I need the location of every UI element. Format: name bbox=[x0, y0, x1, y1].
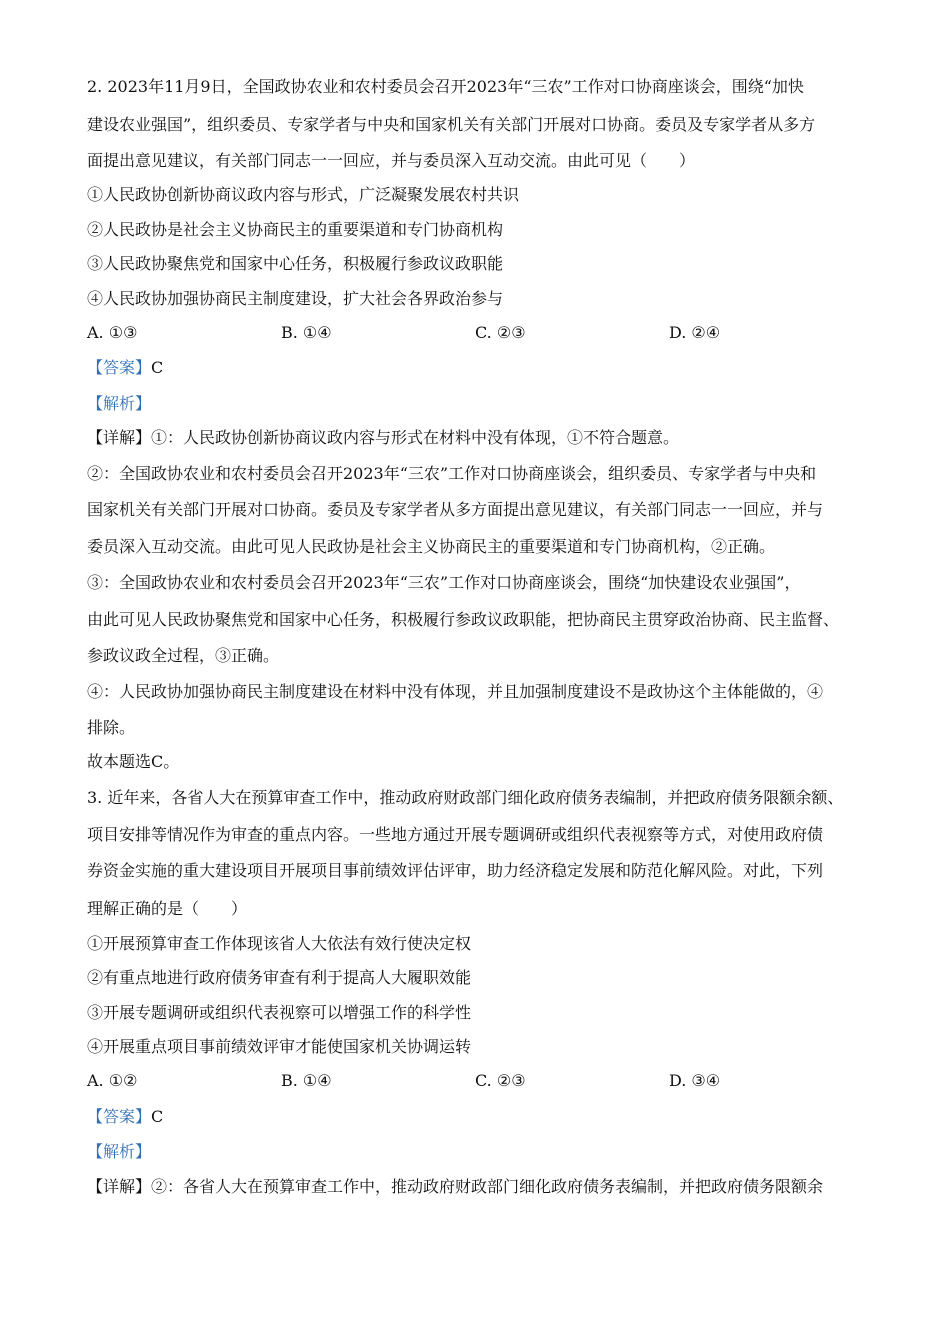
q3-answer bbox=[87, 1107, 163, 1127]
q2-conclusion: 故本题选C。 bbox=[87, 752, 180, 771]
q2-answer bbox=[87, 358, 163, 378]
answer-tag: 【答案】 bbox=[87, 1107, 152, 1126]
q3-stem-line-1: 3. 近年来，各省人大在预算审查工作中，推动政府财政部门细化政府债务表编制，并把政府债务限额余额、 bbox=[87, 788, 844, 807]
q2-detail-line-7: 参政议政全过程，③正确。 bbox=[87, 646, 280, 665]
detail-tag: 【详解】 bbox=[87, 1177, 152, 1196]
q3-statement-4: ④开展重点项目事前绩效评审才能使国家机关协调运转 bbox=[87, 1037, 472, 1056]
answer-value: C bbox=[151, 358, 164, 377]
q3-statement-2: ②有重点地进行政府债务审查有利于提高人大履职效能 bbox=[87, 968, 472, 987]
q2-option-a: A. ①③ bbox=[87, 323, 138, 342]
q2-statement-1: ①人民政协创新协商议政内容与形式，广泛凝聚发展农村共识 bbox=[87, 185, 520, 204]
q2-stem-line-2: 建设农业强国”，组织委员、专家学者与中央和国家机关有关部门开展对口协商。委员及专家学者从多方 bbox=[87, 115, 816, 134]
q2-option-d: D. ②④ bbox=[669, 323, 721, 342]
q3-option-a: A. ①② bbox=[87, 1071, 138, 1090]
q3-stem-line-2: 项目安排等情况作为审查的重点内容。一些地方通过开展专题调研或组织代表视察等方式，对使用政府债 bbox=[87, 825, 824, 844]
analysis-tag: 【解析】 bbox=[87, 1142, 152, 1161]
q2-detail-line-8: ④：人民政协加强协商民主制度建设在材料中没有体现，并且加强制度建设不是政协这个主体能做的，④ bbox=[87, 682, 824, 701]
q2-detail-line-3: 国家机关有关部门开展对口协商。委员及专家学者从多方面提出意见建议，有关部门同志一一回应，并与 bbox=[87, 500, 824, 519]
detail-text: ①：人民政协创新协商议政内容与形式在材料中没有体现，①不符合题意。 bbox=[151, 428, 680, 447]
q3-stem-line-4: 理解正确的是（ ） bbox=[87, 899, 248, 918]
detail-tag: 【详解】 bbox=[87, 428, 152, 447]
analysis-tag: 【解析】 bbox=[87, 394, 152, 413]
q3-statement-1: ①开展预算审查工作体现该省人大依法有效行使决定权 bbox=[87, 934, 472, 953]
q2-option-b: B. ①④ bbox=[281, 323, 332, 342]
q3-option-b: B. ①④ bbox=[281, 1071, 332, 1090]
q2-detail-line-9: 排除。 bbox=[87, 718, 136, 737]
q2-detail-line-6: 由此可见人民政协聚焦党和国家中心任务，积极履行参政议政职能，把协商民主贯穿政治协商、民主监督、 bbox=[87, 610, 840, 629]
q2-detail-line-4: 委员深入互动交流。由此可见人民政协是社会主义协商民主的重要渠道和专门协商机构，②正确。 bbox=[87, 537, 776, 556]
q2-detail-line-2: ②：全国政协农业和农村委员会召开2023年“三农”工作对口协商座谈会，组织委员、专家学者与中央和 bbox=[87, 464, 817, 483]
q2-statement-2: ②人民政协是社会主义协商民主的重要渠道和专门协商机构 bbox=[87, 220, 504, 239]
q3-stem-line-3: 券资金实施的重大建设项目开展项目事前绩效评估评审，助力经济稳定发展和防范化解风险。对此，下列 bbox=[87, 861, 824, 880]
q3-option-c: C. ②③ bbox=[475, 1071, 526, 1090]
q2-stem-line-3: 面提出意见建议，有关部门同志一一回应，并与委员深入互动交流。由此可见（ ） bbox=[87, 151, 696, 170]
q3-analysis bbox=[87, 1142, 151, 1162]
detail-text: ②：各省人大在预算审查工作中，推动政府财政部门细化政府债务表编制，并把政府债务限额余 bbox=[151, 1177, 824, 1196]
q2-analysis bbox=[87, 394, 151, 414]
q2-statement-3: ③人民政协聚焦党和国家中心任务，积极履行参政议政职能 bbox=[87, 254, 504, 273]
q3-detail-line-1 bbox=[87, 1177, 823, 1197]
q3-option-d: D. ③④ bbox=[669, 1071, 721, 1090]
q2-option-c: C. ②③ bbox=[475, 323, 526, 342]
q2-detail-line-1 bbox=[87, 428, 679, 448]
q2-stem-line-1: 2. 2023年11月9日，全国政协农业和农村委员会召开2023年“三农”工作对口协商座谈会，围绕“加快 bbox=[87, 77, 804, 96]
q2-detail-line-5: ③：全国政协农业和农村委员会召开2023年“三农”工作对口协商座谈会，围绕“加快建设农业强国”， bbox=[87, 573, 801, 592]
q2-statement-4: ④人民政协加强协商民主制度建设，扩大社会各界政治参与 bbox=[87, 289, 504, 308]
answer-value: C bbox=[151, 1107, 164, 1126]
q3-statement-3: ③开展专题调研或组织代表视察可以增强工作的科学性 bbox=[87, 1003, 472, 1022]
answer-tag: 【答案】 bbox=[87, 358, 152, 377]
